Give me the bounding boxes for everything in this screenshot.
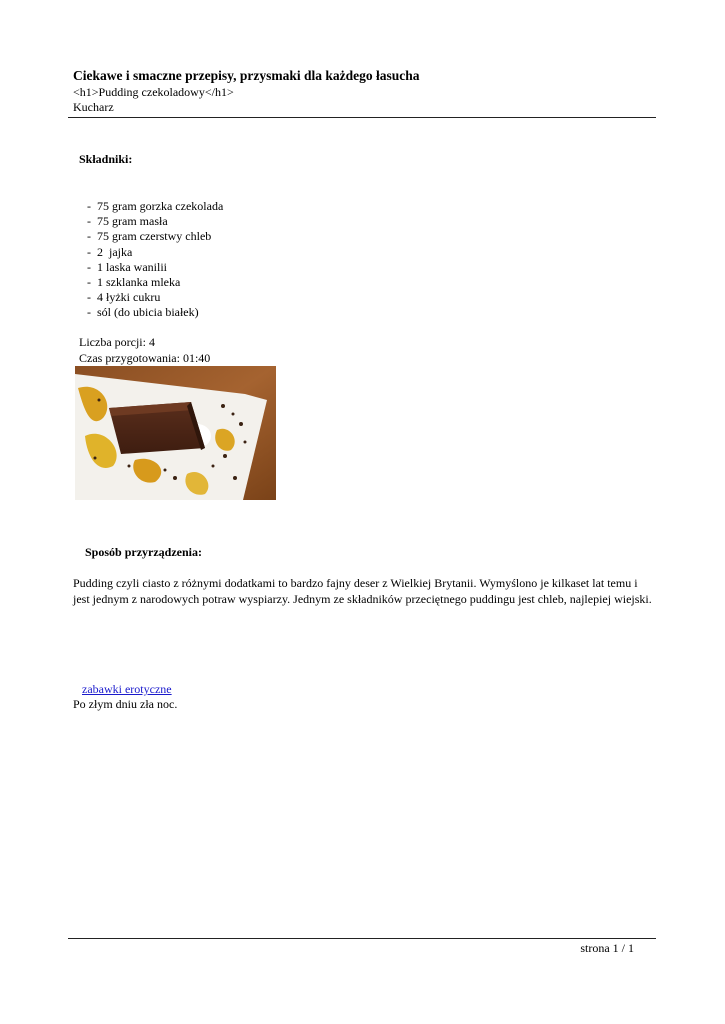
method-text: Pudding czyli ciasto z różnymi dodatkami to bardzo fajny deser z Wielkiej Brytanii. Wymyślono je kilkaset lat temu i jest jednym z narodowych potraw wyspiarzy. Jednym ze składników przeciętnego puddingu jest chleb, najlepiej wiejski. [73,576,652,606]
header-divider [68,117,656,118]
ingredient-item: - 4 łyżki cukru [84,290,161,305]
ingredient-item: - 75 gram masła [84,214,168,229]
ingredients-heading: Składniki: [79,152,133,166]
prep-time-label: Czas przygotowania: 01:40 [79,351,211,365]
ingredient-item: - 75 gram gorzka czekolada [84,199,224,213]
site-title: Ciekawe i smaczne przepisy, przysmaki dla każdego łasucha [73,68,420,83]
ingredients-list [84,199,223,321]
footer-divider [68,938,656,939]
ingredient-item: - 1 laska wanilii [84,259,167,274]
author-label: Kucharz [73,100,114,114]
ingredient-item: - 1 szklanka mleka [84,274,181,289]
ingredient-item: - 75 gram czerstwy chleb [84,229,212,244]
method-heading: Sposób przyrządzenia: [85,545,202,559]
proverb-text: Po złym dniu zła noc. [73,697,178,711]
page-number: strona 1 / 1 [580,941,634,955]
ingredient-item: - 2 jajka [84,244,133,259]
portions-label: Liczba porcji: 4 [79,335,155,349]
article-title: <h1>Pudding czekoladowy</h1> [73,85,234,99]
ad-link[interactable]: zabawki erotyczne [82,682,172,696]
ingredient-item: - sól (do ubicia białek) [84,305,199,320]
pudding-photo [75,366,276,500]
